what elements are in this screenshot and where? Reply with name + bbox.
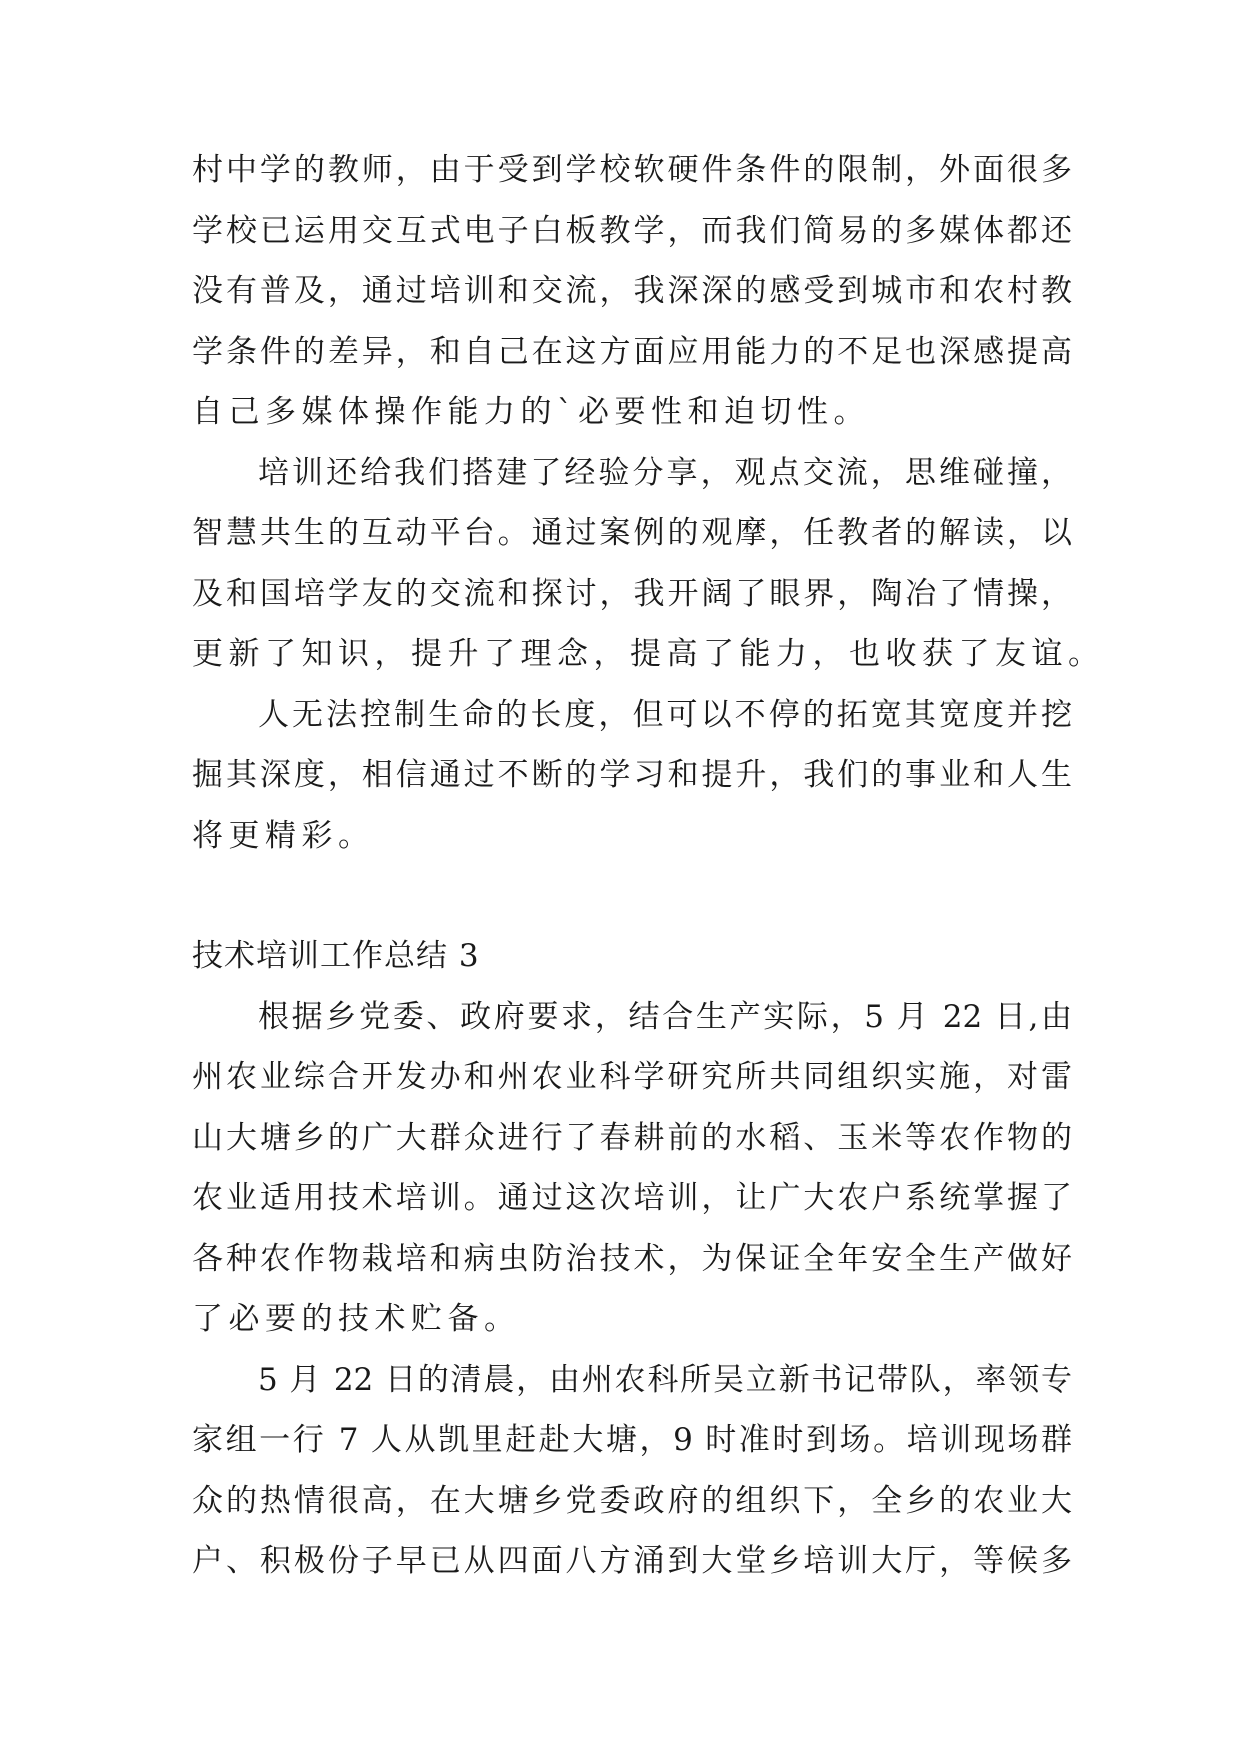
text-line: 培训还给我们搭建了经验分享，观点交流，思维碰撞， [258, 454, 1072, 491]
text-line: 根据乡党委、政府要求，结合生产实际，5 月 22 日,由 [258, 998, 1072, 1035]
text-line: 州农业综合开发办和州农业科学研究所共同组织实施，对雷 [192, 1059, 1072, 1095]
section-title: 技术培训工作总结 3 [192, 938, 480, 974]
text-line: 掘其深度，相信通过不断的学习和提升，我们的事业和人生 [192, 757, 1072, 793]
paragraph [192, 140, 1072, 443]
paragraph [192, 1350, 1072, 1592]
text-line: 没有普及，通过培训和交流，我深深的感受到城市和农村教 [192, 273, 1072, 309]
text-line: 户、积极份子早已从四面八方涌到大堂乡培训大厅，等候多 [192, 1543, 1072, 1579]
text-line: 山大塘乡的广大群众进行了春耕前的水稻、玉米等农作物的 [192, 1119, 1072, 1156]
text-line: 了必要的技术贮备。 [192, 1301, 521, 1337]
text-line: 学条件的差异，和自己在这方面应用能力的不足也深感提高 [192, 333, 1072, 370]
text-line: 学校已运用交互式电子白板教学，而我们简易的多媒体都还 [192, 212, 1072, 249]
text-line: 众的热情很高，在大塘乡党委政府的组织下，全乡的农业大 [192, 1482, 1072, 1519]
document-page [192, 140, 1105, 1592]
paragraph [192, 987, 1072, 1350]
text-line: 人无法控制生命的长度，但可以不停的拓宽其宽度并挖 [258, 696, 1072, 733]
paragraph [192, 443, 1105, 685]
text-line: 将更精彩。 [192, 817, 375, 854]
text-line: 农业适用技术培训。通过这次培训，让广大农户系统掌握了 [192, 1180, 1072, 1216]
section-spacer [192, 866, 1072, 926]
text-line: 家组一行 7 人从凯里赶赴大塘，9 时准时到场。培训现场群 [192, 1422, 1072, 1458]
text-line: 及和国培学友的交流和探讨，我开阔了眼界，陶冶了情操， [192, 575, 1072, 612]
text-line: 自己多媒体操作能力的`必要性和迫切性。 [192, 394, 870, 430]
text-line: 各种农作物栽培和病虫防治技术，为保证全年安全生产做好 [192, 1240, 1072, 1277]
text-line: 更新了知识，提升了理念，提高了能力，也收获了友谊。 [192, 636, 1105, 672]
text-line: 5 月 22 日的清晨，由州农科所吴立新书记带队，率领专 [258, 1361, 1072, 1398]
text-line: 村中学的教师，由于受到学校软硬件条件的限制，外面很多 [192, 152, 1072, 188]
paragraph [192, 685, 1072, 867]
text-line: 智慧共生的互动平台。通过案例的观摩，任教者的解读，以 [192, 515, 1072, 551]
